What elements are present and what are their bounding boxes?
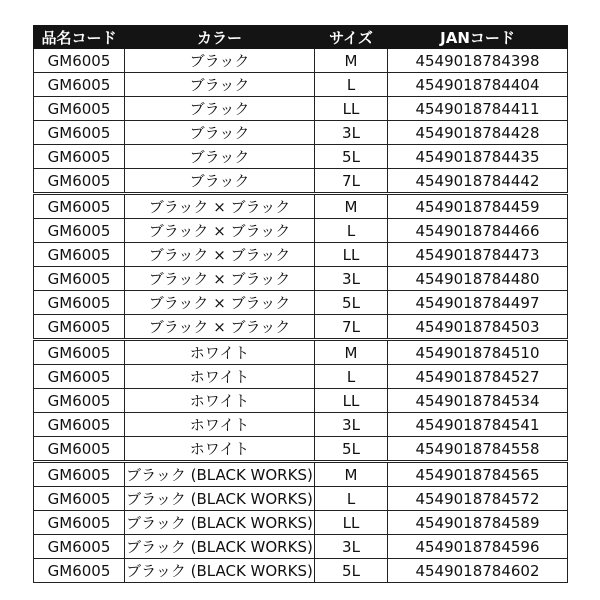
cell-color: ブラック × ブラック [125,194,315,219]
cell-size: L [315,219,388,243]
cell-product-code: GM6005 [34,365,125,389]
table-row [34,437,568,462]
cell-color: ブラック [125,73,315,97]
cell-size: 7L [315,169,388,194]
table-row [34,145,568,169]
cell-size: 3L [315,413,388,437]
table-row [34,73,568,97]
cell-color: ブラック (BLACK WORKS) [125,511,315,535]
cell-jan-code: 4549018784534 [388,389,568,413]
cell-product-code: GM6005 [34,437,125,462]
cell-size: 5L [315,291,388,315]
table-row [34,487,568,511]
cell-size: 5L [315,559,388,583]
cell-product-code: GM6005 [34,462,125,487]
cell-jan-code: 4549018784428 [388,121,568,145]
cell-jan-code: 4549018784558 [388,437,568,462]
cell-product-code: GM6005 [34,291,125,315]
cell-product-code: GM6005 [34,97,125,121]
cell-product-code: GM6005 [34,219,125,243]
cell-size: M [315,340,388,365]
cell-size: 3L [315,267,388,291]
cell-color: ブラック × ブラック [125,219,315,243]
cell-color: ブラック [125,97,315,121]
table-header [34,26,568,49]
cell-product-code: GM6005 [34,194,125,219]
cell-color: ブラック × ブラック [125,315,315,340]
cell-size: 3L [315,535,388,559]
cell-size: LL [315,389,388,413]
table-row [34,413,568,437]
cell-jan-code: 4549018784435 [388,145,568,169]
cell-product-code: GM6005 [34,121,125,145]
cell-jan-code: 4549018784442 [388,169,568,194]
cell-size: L [315,365,388,389]
cell-jan-code: 4549018784404 [388,73,568,97]
cell-jan-code: 4549018784473 [388,243,568,267]
cell-jan-code: 4549018784510 [388,340,568,365]
cell-product-code: GM6005 [34,315,125,340]
cell-color: ブラック × ブラック [125,291,315,315]
cell-product-code: GM6005 [34,511,125,535]
cell-size: 7L [315,315,388,340]
cell-color: ブラック (BLACK WORKS) [125,487,315,511]
cell-size: 5L [315,145,388,169]
cell-jan-code: 4549018784497 [388,291,568,315]
table-row [34,535,568,559]
cell-size: 3L [315,121,388,145]
cell-product-code: GM6005 [34,487,125,511]
cell-jan-code: 4549018784411 [388,97,568,121]
cell-size: LL [315,97,388,121]
cell-size: 5L [315,437,388,462]
header-row [34,26,568,49]
product-table [33,25,568,583]
cell-color: ブラック [125,169,315,194]
cell-size: M [315,49,388,73]
cell-size: LL [315,511,388,535]
cell-product-code: GM6005 [34,413,125,437]
cell-jan-code: 4549018784565 [388,462,568,487]
table-row [34,169,568,194]
cell-color: ホワイト [125,340,315,365]
table-body [34,49,568,583]
table-row [34,219,568,243]
header-product-code: 品名コード [34,26,125,49]
header-color: カラー [125,26,315,49]
cell-color: ブラック (BLACK WORKS) [125,559,315,583]
cell-jan-code: 4549018784466 [388,219,568,243]
cell-color: ブラック (BLACK WORKS) [125,535,315,559]
product-code-sheet [33,25,567,583]
header-size: サイズ [315,26,388,49]
cell-jan-code: 4549018784602 [388,559,568,583]
cell-jan-code: 4549018784572 [388,487,568,511]
cell-jan-code: 4549018784398 [388,49,568,73]
cell-product-code: GM6005 [34,535,125,559]
table-row [34,340,568,365]
cell-product-code: GM6005 [34,559,125,583]
table-row [34,315,568,340]
table-row [34,365,568,389]
cell-color: ブラック [125,121,315,145]
table-row [34,389,568,413]
cell-color: ブラック [125,49,315,73]
cell-product-code: GM6005 [34,169,125,194]
table-row [34,462,568,487]
cell-jan-code: 4549018784541 [388,413,568,437]
cell-size: LL [315,243,388,267]
table-row [34,121,568,145]
table-row [34,97,568,121]
cell-product-code: GM6005 [34,73,125,97]
cell-product-code: GM6005 [34,243,125,267]
cell-color: ホワイト [125,365,315,389]
cell-color: ブラック × ブラック [125,243,315,267]
table-row [34,559,568,583]
cell-size: L [315,487,388,511]
cell-size: L [315,73,388,97]
cell-jan-code: 4549018784527 [388,365,568,389]
cell-color: ブラック (BLACK WORKS) [125,462,315,487]
header-jan-code: JANコード [388,26,568,49]
table-row [34,291,568,315]
cell-color: ホワイト [125,437,315,462]
cell-color: ブラック × ブラック [125,267,315,291]
cell-product-code: GM6005 [34,145,125,169]
cell-product-code: GM6005 [34,340,125,365]
cell-color: ホワイト [125,389,315,413]
cell-product-code: GM6005 [34,49,125,73]
cell-size: M [315,462,388,487]
cell-product-code: GM6005 [34,267,125,291]
cell-jan-code: 4549018784459 [388,194,568,219]
cell-jan-code: 4549018784503 [388,315,568,340]
cell-jan-code: 4549018784596 [388,535,568,559]
table-row [34,243,568,267]
cell-product-code: GM6005 [34,389,125,413]
cell-jan-code: 4549018784589 [388,511,568,535]
table-row [34,511,568,535]
cell-color: ブラック [125,145,315,169]
cell-color: ホワイト [125,413,315,437]
cell-jan-code: 4549018784480 [388,267,568,291]
cell-size: M [315,194,388,219]
table-row [34,194,568,219]
table-row [34,49,568,73]
table-row [34,267,568,291]
